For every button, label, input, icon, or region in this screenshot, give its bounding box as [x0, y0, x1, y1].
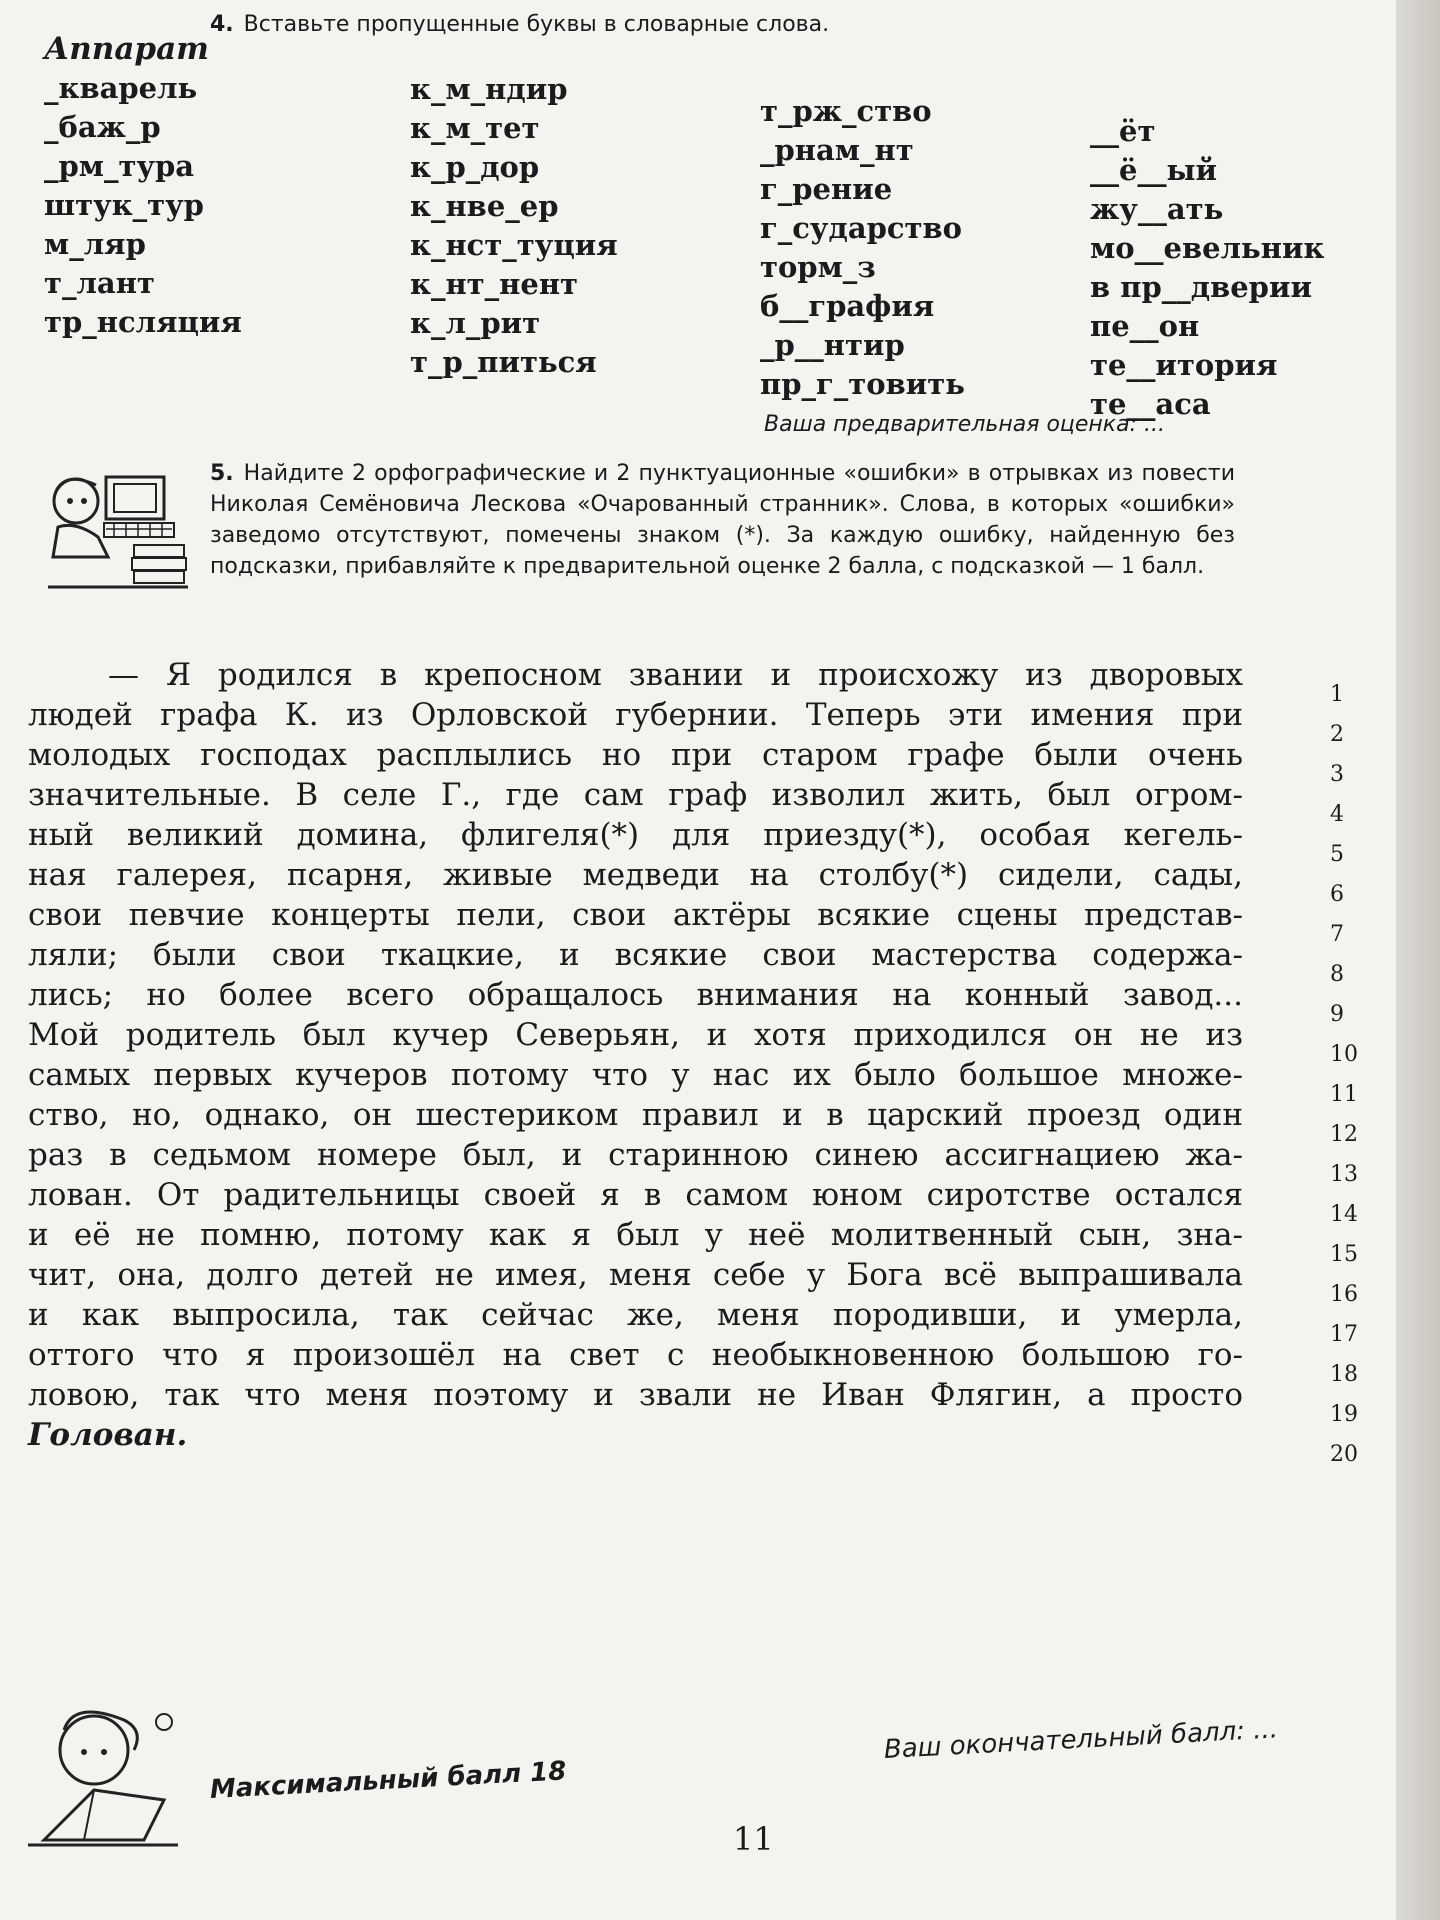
line-number: 10 [1330, 1042, 1358, 1067]
dictionary-word: к_нве_ер [410, 189, 559, 223]
dictionary-word: _рм_тура [44, 149, 195, 183]
word-column-3 [760, 92, 965, 404]
passage-line: — Я родился в крепосном звании и происхожу из дворовых [108, 657, 1243, 693]
passage-line: значительные. В селе Г., где сам граф изволил жить, был огром- [28, 777, 1243, 813]
dictionary-word: _кварель [44, 71, 198, 105]
child-at-computer-icon [44, 465, 194, 600]
passage-line: оттого что я произошёл на свет с необыкновенною большою го- [28, 1337, 1243, 1373]
line-numbers [1330, 675, 1358, 1475]
line-number: 3 [1330, 762, 1344, 787]
dictionary-word: в пр__дверии [1090, 270, 1312, 304]
task5-number: 5. [210, 461, 234, 486]
dictionary-word: _р__нтир [760, 328, 905, 362]
passage-line: самых первых кучеров потому что у нас их было большое множе- [28, 1057, 1243, 1093]
passage-line: ная галерея, псарня, живые медведи на столбу(*) сидели, сады, [28, 857, 1243, 893]
dictionary-word: те__аса [1090, 387, 1211, 421]
dictionary-word: тр_нсляция [44, 305, 242, 339]
line-number: 11 [1330, 1082, 1358, 1107]
dictionary-word: мо__евельник [1090, 231, 1325, 265]
line-number: 14 [1330, 1202, 1358, 1227]
dictionary-word: к_м_тет [410, 111, 540, 145]
line-number: 19 [1330, 1402, 1358, 1427]
passage-line: ный великий домина, флигеля(*) для приезду(*), особая кегель- [28, 817, 1243, 853]
passage-line: молодых господах расплылись но при старом графе были очень [28, 737, 1243, 773]
word-column-2 [410, 70, 618, 382]
passage-text [28, 655, 1243, 1455]
line-number: 17 [1330, 1322, 1358, 1347]
passage-line: ство, но, однако, он шестериком правил и в царский проезд один [28, 1097, 1243, 1133]
task4-number: 4. [210, 12, 234, 37]
dictionary-word: т_р_питься [410, 345, 597, 379]
page-number: 11 [733, 1820, 774, 1858]
dictionary-word: к_нт_нент [410, 267, 579, 301]
line-number: 8 [1330, 962, 1344, 987]
passage-line: лован. От радительницы своей я в самом юном сиротстве остался [28, 1177, 1243, 1213]
line-number: 9 [1330, 1002, 1344, 1027]
passage-line: ляли; были свои ткацкие, и всякие свои мастерства содержа- [28, 937, 1243, 973]
line-number: 20 [1330, 1442, 1358, 1467]
task4-instruction: Вставьте пропущенные буквы в словарные слова. [243, 12, 830, 37]
dictionary-word: пе__он [1090, 309, 1200, 343]
line-number: 15 [1330, 1242, 1358, 1267]
passage-line: чит, она, долго детей не имея, меня себе у Бога всё выпрашивала [28, 1257, 1243, 1293]
passage-line: раз в седьмом номере был, и старинною синею ассигнациею жа- [28, 1137, 1243, 1173]
passage-line: свои певчие концерты пели, свои актёры всякие сцены представ- [28, 897, 1243, 933]
line-number: 2 [1330, 722, 1344, 747]
passage-line: людей графа К. из Орловской губернии. Теперь эти имения при [28, 697, 1243, 733]
child-reading-book-icon [24, 1700, 184, 1850]
dictionary-word: к_нст_туция [410, 228, 618, 262]
dictionary-word: г_рение [760, 172, 893, 206]
line-number: 18 [1330, 1362, 1358, 1387]
task4-header [210, 12, 829, 37]
word-column-1 [44, 30, 242, 342]
line-number: 13 [1330, 1162, 1358, 1187]
dictionary-word: штук_тур [44, 188, 204, 222]
passage-line: и её не помню, потому как я был у неё молитвенный сын, зна- [28, 1217, 1243, 1253]
dictionary-word: б__графия [760, 289, 935, 323]
dictionary-word: г_сударство [760, 211, 963, 245]
line-number: 7 [1330, 922, 1344, 947]
page-edge [1396, 0, 1440, 1920]
passage-line: Голован. [28, 1417, 188, 1453]
dictionary-word: __ё__ый [1090, 153, 1218, 187]
line-number: 16 [1330, 1282, 1358, 1307]
task5-instruction: Найдите 2 орфографические и 2 пунктуационные «ошибки» в отрывках из повести Николая Семёновича Лескова «Очарованный странник». Слова, в которых «ошибки» заведомо отсутствуют, помечены знаком (*). За каждую ошибку, найденную без подсказки, прибавляйте к предварительной оценке 2 балла, с подсказкой — 1 балл. [210, 461, 1235, 579]
line-number: 12 [1330, 1122, 1358, 1147]
dictionary-word: т_рж_ство [760, 94, 932, 128]
dictionary-word: к_р_дор [410, 150, 540, 184]
dictionary-word: жу__ать [1090, 192, 1224, 226]
dictionary-word: _рнам_нт [760, 133, 914, 167]
line-number: 1 [1330, 682, 1344, 707]
dictionary-word: Аппарат [44, 31, 209, 67]
dictionary-word: те__итория [1090, 348, 1278, 382]
dictionary-word: к_л_рит [410, 306, 541, 340]
task5-instruction-block [210, 458, 1235, 582]
final-score: Ваш окончательный балл: ... [883, 1714, 1279, 1765]
line-number: 5 [1330, 842, 1344, 867]
dictionary-word: _баж_р [44, 110, 161, 144]
dictionary-word: т_лант [44, 266, 155, 300]
passage-line: и как выпросила, так сейчас же, меня породивши, и умерла, [28, 1297, 1243, 1333]
dictionary-word: пр_г_товить [760, 367, 965, 401]
line-number: 4 [1330, 802, 1344, 827]
max-score: Максимальный балл 18 [209, 1756, 568, 1805]
word-column-4 [1090, 112, 1324, 424]
passage-line: Мой родитель был кучер Северьян, и хотя приходился он не из [28, 1017, 1243, 1053]
dictionary-word: к_м_ндир [410, 72, 568, 106]
line-number: 6 [1330, 882, 1344, 907]
passage-line: ловою, так что меня поэтому и звали не Иван Флягин, а просто [28, 1377, 1243, 1413]
dictionary-word: __ёт [1090, 114, 1156, 148]
passage-line: лись; но более всего обращалось внимания на конный завод... [28, 977, 1243, 1013]
preliminary-score: Ваша предварительная оценка: ... [764, 412, 1165, 437]
dictionary-word: м_ляр [44, 227, 146, 261]
dictionary-word: торм_з [760, 250, 876, 284]
